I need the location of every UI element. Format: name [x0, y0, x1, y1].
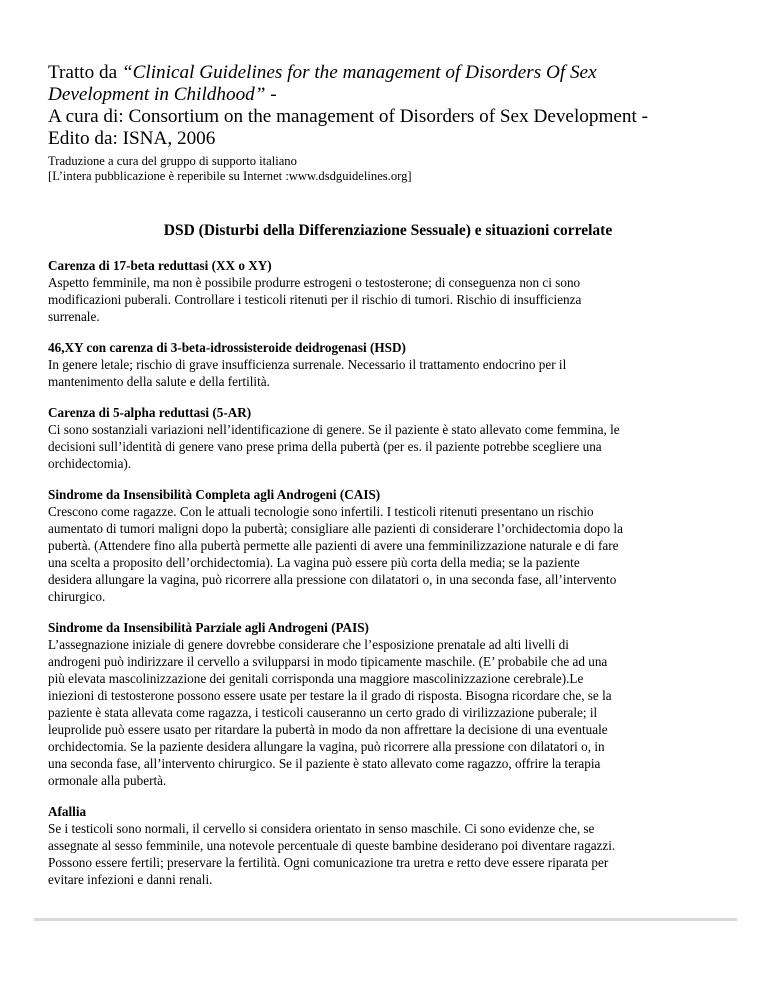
source-header: [48, 62, 728, 184]
body-line: paziente è stata allevata come ragazza, i testicoli causeranno un certo grado di virilizzazione puberale; il: [48, 705, 598, 720]
body-line: orchidectomia).: [48, 456, 132, 471]
section-body: [48, 820, 728, 888]
body-line: mantenimento della salute e della fertilità.: [48, 374, 270, 389]
body-line: più elevata mascolinizzazione dei genitali corrisponda una maggiore mascolinizzazione cerebrale).Le: [48, 671, 584, 686]
section: [48, 257, 728, 325]
source-title-part-2: Development in Childhood”: [48, 84, 266, 105]
body-line: Crescono come ragazze. Con le attuali tecnologie sono infertili. I testicoli ritenuti presentano un rischio: [48, 504, 594, 519]
body-line: desidera allungare la vagina, può ricorrere alla pressione con dilatatori o, in una seconda fase, all’intervento: [48, 572, 617, 587]
source-dash: -: [265, 84, 277, 105]
body-line: L’assegnazione iniziale di genere dovrebbe considerare che l’esposizione prenatale ad alti livelli di: [48, 637, 569, 652]
footer-divider: [34, 918, 737, 921]
body-line: modificazioni puberali. Controllare i testicoli ritenuti per il rischio di tumori. Rischio di insufficienza: [48, 292, 582, 307]
body-line: evitare infezioni e danni renali.: [48, 872, 213, 887]
source-prefix: Tratto da: [48, 62, 122, 83]
body-line: una seconda fase, all’intervento chirurgico. Se il paziente è stato allevato come ragazzo, offrire la terapia: [48, 756, 601, 771]
body-line: aumentato di tumori maligni dopo la pubertà; consigliare alle pazienti di considerare l’orchidectomia dopo la: [48, 521, 623, 536]
section: [48, 339, 728, 390]
body-line: ormonale alla pubertà.: [48, 773, 167, 788]
translation-note: Traduzione a cura del gruppo di supporto italiano: [48, 154, 297, 168]
section-heading: Carenza di 5-alpha reduttasi (5-AR): [48, 405, 252, 420]
document-title: DSD (Disturbi della Differenziazione Sessuale) e situazioni correlate: [163, 222, 613, 239]
body-line: Aspetto femminile, ma non è possibile produrre estrogeni o testosterone; di conseguenza non ci sono: [48, 275, 581, 290]
body-line: Ci sono sostanziali variazioni nell’identificazione di genere. Se il paziente è stato allevato come femmina, le: [48, 422, 620, 437]
body-line: surrenale.: [48, 309, 100, 324]
section-body: [48, 274, 728, 325]
body-line: chirurgico.: [48, 589, 106, 604]
section-body: [48, 503, 728, 605]
body-line: Possono essere fertili; preservare la fertilità. Ogni comunicazione tra uretra e retto deve essere riparata per: [48, 855, 609, 870]
source-title-part-1: “Clinical Guidelines for the management of Disorders Of Sex: [121, 62, 597, 83]
section-heading: Carenza di 17-beta reduttasi (XX o XY): [48, 258, 272, 273]
source-line-2: [48, 84, 728, 106]
section-body: [48, 421, 728, 472]
availability-note: [L’intera pubblicazione è reperibile su Internet :www.dsdguidelines.org]: [48, 169, 412, 183]
body-line: orchidectomia. Se la paziente desidera allungare la vagina, può ricorrere alla pressione con dilatatori o, in: [48, 739, 605, 754]
body-line: androgeni può indirizzare il cervello a svilupparsi in modo tipicamente maschile. (E’ probabile che ad una: [48, 654, 608, 669]
sections-container: [48, 257, 728, 888]
section-heading: Sindrome da Insensibilità Completa agli Androgeni (CAIS): [48, 487, 381, 502]
section-heading: Afallia: [48, 804, 87, 819]
section-body: [48, 636, 728, 789]
body-line: leuprolide può essere usato per ritardare la pubertà in modo da non affrettare la decisione di una eventuale: [48, 722, 608, 737]
section: [48, 803, 728, 888]
section: [48, 404, 728, 472]
body-line: pubertà. (Attendere fino alla pubertà permette alle pazienti di avere una femminilizzazione naturale e di fare: [48, 538, 619, 553]
body-line: In genere letale; rischio di grave insufficienza surrenale. Necessario il trattamento endocrino per il: [48, 357, 567, 372]
section: [48, 486, 728, 605]
section-body: [48, 356, 728, 390]
source-line-1: [48, 62, 728, 84]
document-page: [48, 62, 728, 902]
section-heading: 46,XY con carenza di 3-beta-idrossisteroide deidrogenasi (HSD): [48, 340, 406, 355]
body-line: una scelta a proposito dell’orchidectomia). La vagina può essere più corta della media; se la paziente: [48, 555, 580, 570]
body-line: decisioni sull’identità di genere vano prese prima della pubertà (per es. il paziente potrebbe scegliere una: [48, 439, 602, 454]
body-line: Se i testicoli sono normali, il cervello si considera orientato in senso maschile. Ci sono evidenze che, se: [48, 821, 595, 836]
section-heading: Sindrome da Insensibilità Parziale agli Androgeni (PAIS): [48, 620, 369, 635]
section: [48, 619, 728, 789]
publisher-line: Edito da: ISNA, 2006: [48, 128, 216, 149]
editor-line: A cura di: Consortium on the management of Disorders of Sex Development -: [48, 106, 649, 127]
body-line: assegnate al sesso femminile, una notevole percentuale di queste bambine desiderano poi diventare ragazzi.: [48, 838, 616, 853]
body-line: iniezioni di testosterone possono essere usate per testare la il grado di risposta. Bisogna ricordare che, se la: [48, 688, 612, 703]
